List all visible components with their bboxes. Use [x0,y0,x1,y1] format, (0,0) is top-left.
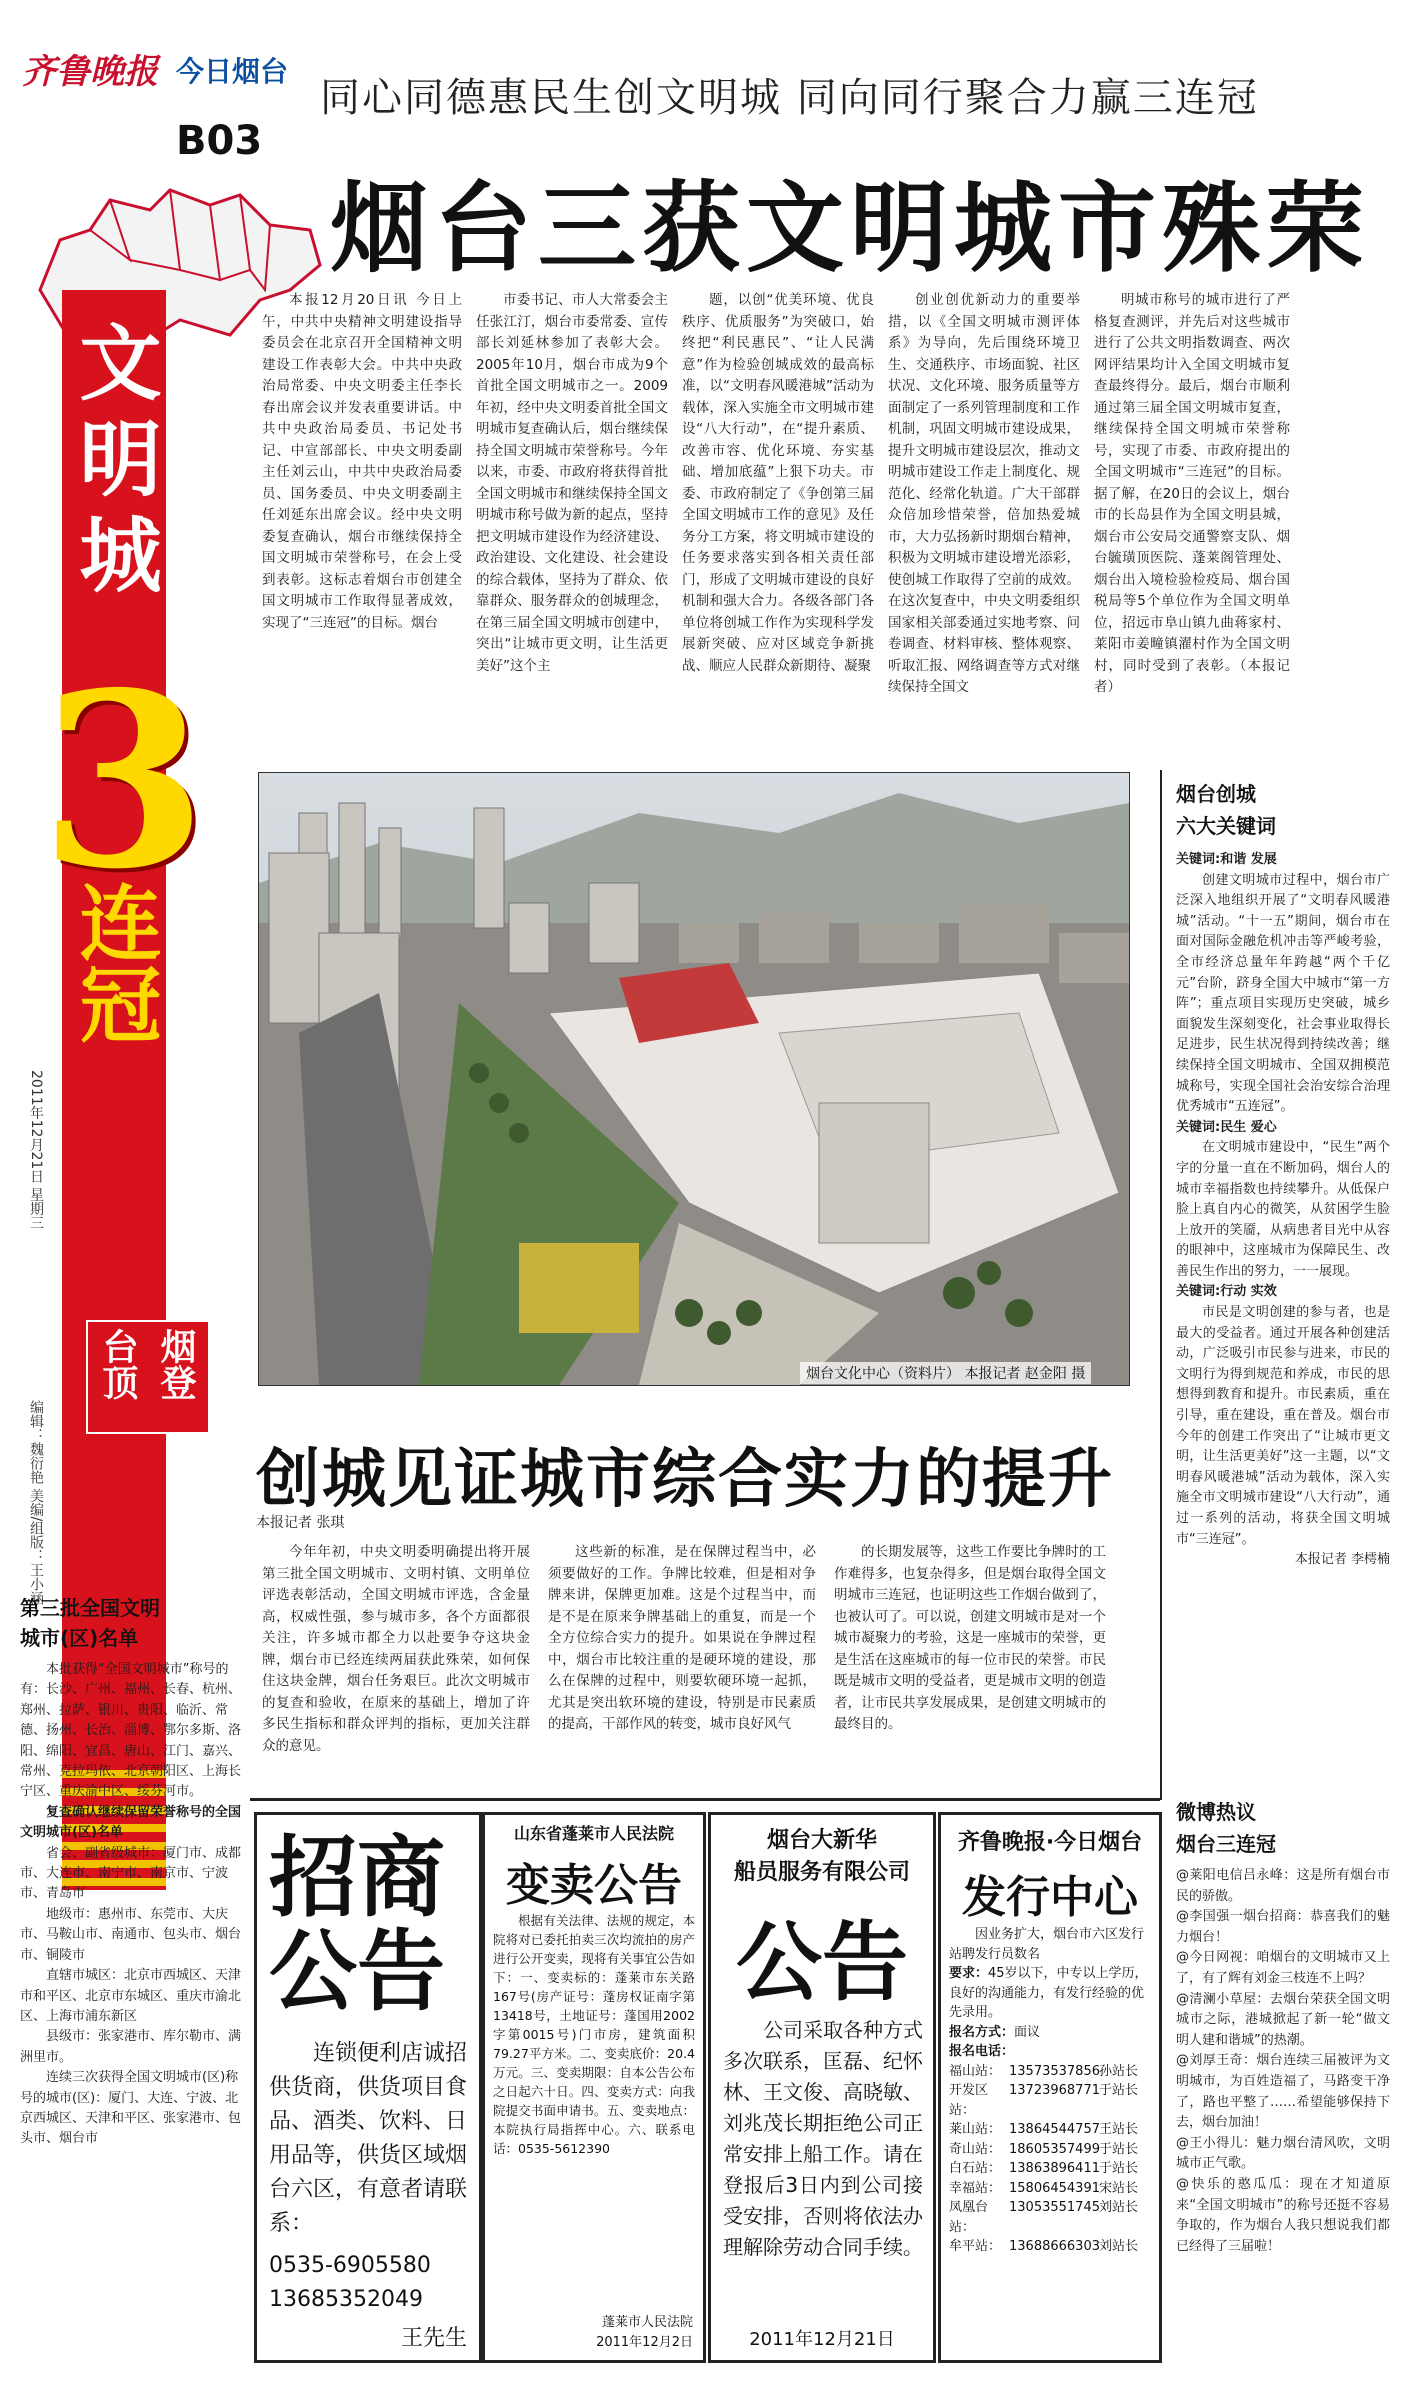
weibo-title-line2: 烟台三连冠 [1176,1832,1276,1856]
weibo-post: @莱阳电信吕永峰：这是所有烟台市民的骄傲。 [1176,1868,1390,1904]
band-title-vertical: 文明城 [66,320,162,608]
issue-date: 2011年12月21日 星期三 [28,1070,44,1230]
ad4-org: 齐鲁晚报·今日烟台 [957,1830,1143,1855]
city-list-body [20,1660,242,2360]
ad3-org-1: 烟台大新华 [766,1828,877,1853]
lead-article-column-4: 创业创优新动力的重要举措，以《全国文明城市测评体系》为导向，先后围绕环境卫生、交通秩序、市场面貌、社区状况、文化环境、服务质量等方面制定了一系列管理制度和工作机制，巩固文明城市建设成果，提升文明城市建设层次，推动文明城市建设工作走上制度化、规范化、经常化轨道。广大干部群众倍加珍惜荣誉，倍加热爱城市，大力弘扬新时期烟台精神，积极为文明城市建设增光添彩，使创城工作取得了空前的成效。在这次复查中，中央文明委组织国家相关部委通过实地考察、问卷调查、材料审核、整体观察、听取汇报、网络调查等方式对继续保持全国文 [888,292,1080,695]
city-list-group: 县级市：张家港市、库尔勒市、满洲里市。 [20,2029,242,2065]
editor-credit: 编辑：魏衍艳 美编/组版：王小涵 [28,1400,44,1606]
lead-article-column-5: 明城市称号的城市进行了严格复查测评，并先后对这些城市进行了公共文明指数调查、两次网评结果均计入全国文明城市复查最终得分。最后，烟台市顺利通过第三届全国文明城市复查，继续保持全国文明城市荣誉称号，实现了市委、市政府提出的全国文明城市“三连冠”的目标。据了解，在20日的会议上，烟台市的长岛县作为全国文明县城，烟台市公安局交通警察支队、烟台毓璜顶医院、蓬莱阁管理处、烟台出入境检验检疫局、烟台国税局等5个单位作为全国文明单位，招远市阜山镇九曲蒋家村、莱阳市姜疃镇濯村作为全国文明村，同时受到了表彰。（本报记者） [1094,292,1290,695]
station-row: 开发区站： 13723968771 于站长 [949,2083,1139,2118]
station-row: 奇山站： 18605357499 于站长 [949,2141,1139,2157]
keyword-3-text: 市民是文明创建的参与者，也是最大的受益者。通过开展各种创建活动，广泛吸引市民参与进来，市民的文明行为得到规范和养成，市民的思想得到教育和提升。市民素质，重在引导，重在建设，重在普及。烟台市今年的创建工作突出了“让城市更文明，让生活更美好”这一主题，以“文明春风暖港城”活动为载体，深入实施全市文明城市建设“八大行动”，通过一系列的活动，将获全国文明城市“三连冠”。 [1176,1305,1390,1547]
ad1-title-2: 公告 [269,1919,446,2023]
ad4-title: 发行中心 [962,1872,1138,1923]
ad2-footer-1: 蓬莱市人民法院 [601,2315,693,2330]
second-article-column-2: 这些新的标准，是在保牌过程当中，必须要做好的工作。争牌比较难，但是相对争牌来讲，保牌更加难。这是个过程当中，而是不是在原来争牌基础上的重复，而是一个全方位综合实力的提升。如果说在争牌过程中，烟台市比较注重的是硬环境的建设，那么在保牌的过程中，则要软硬环境一起抓，尤其是突出软环境的建设，特别是市民素质的提高，干部作风的转变，城市良好风气 [548,1544,816,1732]
station-row: 牟平站： 13688666303 刘站长 [949,2239,1139,2254]
keyword-1-label: 关键词:和谐 发展 [1176,852,1277,867]
second-article-column-1: 今年年初，中央文明委明确提出将开展第三批全国文明城市、文明村镇、文明单位评选表彰活动，全国文明城市评选，含金量高，权威性强，参与城市多，各个方面都很关注，许多城市都全力以赴要争夺这块金牌，烟台市已经连续两届获此殊荣，如何保住这块金牌，烟台任务艰巨。此次文明城市的复查和验收，在原来的基础上，增加了许多民生指标和群众评判的指标，更加关注群众的意见。 [262,1544,530,1754]
station-row: 白石站： 13863896411 于站长 [949,2161,1139,2176]
ad3-title: 公告 [736,1912,908,2013]
ad2-title: 变卖公告 [506,1860,682,1911]
ad-court-sale-notice [482,1812,706,2363]
ad1-title-1: 招商 [269,1825,446,1929]
ad4-method [949,2023,1151,2043]
ad4-tel-label: 报名电话： [949,2044,1015,2059]
ad3-org-2: 船员服务有限公司 [733,1860,910,1885]
keywords-reporter: 本报记者 李樗楠 [1294,1552,1390,1568]
city-list-title-line2: 城市(区)名单 [20,1626,139,1650]
lead-article-column-1: 本报12月20日讯 今日上午，中共中央精神文明建设指导委员会在北京召开全国精神文明建设工作表彰大会。中共中央政治局常委、中央文明委主任李长春出席会议并发表重要讲话。中共中央政治局委员、书记处书记、中宣部部长、中央文明委副主任刘云山，中共中央政治局委员、国务委员、中央文明委副主任刘延东出席会议。经中央文明委复查确认，烟台市继续保持全国文明城市荣誉称号，在会上受到表彰。这标志着烟台市创建全国文明城市工作取得显著成效，实现了“三连冠”的目标。烟台 [262,292,462,631]
ad4-intro: 因业务扩大，烟台市六区发行站聘发行员数名 [949,1927,1145,1962]
ad4-req-label: 要求： [949,1966,989,1981]
keyword-1-text: 创建文明城市过程中，烟台市广泛深入地组织开展了“文明春风暖港城”活动。“十一五”期间，烟台市在面对国际金融危机冲击等严峻考验，全市经济总量年年跨越“两个千亿元”台阶，跻身全国大中城市“第一方阵”；重点项目实现历史突破，城乡面貌发生深刻变化，社会事业取得长足进步，民生状况得到持续改善；继续保持全国文明城市、全国双拥模范城称号，实现全国社会治安综合治理优秀城市“五连冠”。 [1176,872,1390,1115]
second-article-column-3: 的长期发展等，这些工作要比争牌时的工作难得多，也复杂得多，但是烟台取得全国文明城市三连冠，也证明这些工作烟台做到了，也被认可了。可以说，创建文明城市是对一个城市凝聚力的考验，这是一座城市的荣誉，更是生活在这座城市的每一位市民的荣誉。市民既是城市文明的受益者，更是城市文明的创造者，让市民共享发展成果，是创建文明城市的最终目的。 [834,1544,1106,1732]
weibo-title-line1: 微博热议 [1176,1800,1256,1824]
ad2-footer-2: 2011年12月2日 [596,2335,693,2350]
city-list-group: 省会、副省级城市：厦门市、成都市、大连市、南宁市、南京市、宁波市、青岛市 [20,1845,242,1902]
ad2-org: 山东省蓬莱市人民法院 [513,1824,674,1843]
ad1-phone-1: 0535-6905580 [269,2253,431,2278]
photo-caption: 烟台文化中心（资料片） 本报记者 赵金阳 摄 [800,1362,1091,1384]
main-headline: 烟台三获文明城市殊荣 [330,171,1371,286]
badge-column-2: 台顶 [97,1328,138,1400]
ad4-requirements [949,1964,1151,2023]
ad1-contact: 王先生 [400,2326,467,2351]
page-number: B03 [176,118,263,164]
sidebar-divider [1160,770,1162,1800]
ad4-method-text: 面议 [1014,2024,1041,2040]
city-list-group: 地级市：惠州市、东莞市、大庆市、马鞍山市、南通市、包头市、烟台市、铜陵市 [20,1906,242,1963]
ads-top-rule [250,1798,1160,1801]
ad-shipping-company-notice [708,1812,936,2363]
big-number-three: 3 [40,640,207,922]
ad-distribution-center-recruit [938,1812,1162,2363]
station-row: 幸福站： 15806454391 宋站长 [949,2180,1139,2196]
newspaper-logo: 齐鲁晚报 [22,52,158,92]
station-row: 凤凰台站： 13053551745 刘站长 [949,2200,1139,2235]
keywords-title-line1: 烟台创城 [1176,782,1256,806]
weibo-post: @王小得儿：魅力烟台清风吹，文明城市正气歌。 [1176,2135,1390,2172]
ad2-body: 根据有关法律、法规的规定，本院将对已委托拍卖三次均流拍的房产进行公开变卖，现将有关事宜公告如下：一、变卖标的：蓬莱市东关路167号(房产证号：蓬房权证南字第13418号，土地证号：蓬国用2002字第0015号)门市房，建筑面积79.27平方米。二、变卖底价：20.4万元。三、变卖期限：自本公告公布之日起六十日。四、变卖方式：向我院提交书面申请书。五、变卖地点：本院执行局指挥中心。六、联系电话：0535-5612390 [493,1913,695,2156]
ad4-req-text: 45岁以下，中专以上学历，良好的沟通能力，有发行经验的优先录用。 [949,1966,1148,2020]
city-list-intro: 本批获得“全国文明城市”称号的有：长沙、广州、福州、长春、杭州、郑州、拉萨、银川、贵阳、临沂、常德、扬州、长治、淄博、鄂尔多斯、洛阳、绵阳、宜昌、唐山、江门、嘉兴、常州、克拉玛依、北京朝阳区、上海长宁区、重庆渝中区、绥芬河市。 [20,1662,242,1800]
weibo-post: @快乐的憨瓜瓜：现在才知道原来“全国文明城市”的称号还挺不容易争取的，作为烟台人我只想说我们都已经得了三届啦！ [1176,2176,1390,2254]
secondary-headline: 创城见证城市综合实力的提升 [256,1442,1114,1517]
ad1-body: 连锁便利店诚招供货商，供货项目食品、酒类、饮料、日用品等，供货区域烟台六区，有意者请联系： [269,2041,468,2236]
aerial-photo-illustration [259,773,1129,1385]
city-list-title-line1: 第三批全国文明 [20,1596,160,1620]
city-list-group: 直辖市城区：北京市西城区、天津市和平区、北京市东城区、重庆市渝北区、上海市浦东新区 [20,1968,242,2024]
city-list-subtitle: 复查确认继续保留荣誉称号的全国文明城市(区)名单 [20,1804,242,1841]
page-slogan: 同心同德惠民生创文明城 同向同行聚合力赢三连冠 [320,75,1259,121]
city-list-group: 连续三次获得全国文明城市(区)称号的城市(区)：厦门、大连、宁波、北京西城区、天津和平区、张家港市、包头市、烟台市 [20,2070,242,2147]
weibo-post: @清澜小草屋：去烟台荣获全国文明城市之际，港城掀起了新一轮“做文明人建和谐城”的热潮。 [1176,1991,1390,2048]
keyword-2-text: 在文明城市建设中，“民生”两个字的分量一直在不断加码，烟台人的城市幸福指数也持续攀升。从低保户脸上真自内心的微笑，从贫困学生脸上放开的笑靥，从病患者目光中从容的眼神中，这座城市为保障民生、改善民生作出的努力，一一展现。 [1176,1140,1390,1279]
keywords-body [1176,850,1390,1770]
ad3-date: 2011年12月21日 [749,2329,895,2350]
lead-article-column-3: 题，以创“优美环境、优良秩序、优质服务”为突破口，始终把“利民惠民”、“让人民满意”作为检验创城成效的最高标准，以“文明春风暖港城”活动为载体，深入实施全市文明城市建设“八大行动”，在“提升素质、改善市容、优化环境、夯实基础、增加底蕴”上狠下功夫。市委、市政府制定了《争创第三届全国文明城市工作的意见》及任务分工方案，将文明城市建设的任务要求落实到各相关责任部门，形成了文明城市建设的良好机制和强大合力。各级各部门各单位将创城工作作为实现科学发展新突破、应对区域竞争新挑战、顺应人民群众新期待、凝聚 [682,292,874,674]
ad1-phone-2: 13685352049 [269,2287,423,2312]
secondary-byline: 本报记者 张琪 [256,1515,345,1531]
weibo-post: @刘厚王奇：烟台连续三届被评为文明城市，为百姓造福了，马路变干净了，路也平整了……希望能够保持下去，烟台加油！ [1176,2053,1390,2131]
edition-name: 今日烟台 [176,55,289,88]
column-badge [86,1320,210,1434]
weibo-post: @李国强一烟台招商：恭喜我们的魅力烟台！ [1176,1909,1390,1945]
station-row: 福山站： 13573537856 孙站长 [949,2063,1139,2079]
band-subtitle: 连冠 [66,880,162,1044]
aerial-city-photo [258,772,1130,1386]
ad4-body [949,1925,1151,2257]
weibo-posts [1176,1866,1390,2366]
badge-column-1: 烟登 [155,1328,196,1400]
lead-article-column-2: 市委书记、市人大常委会主任张江汀，烟台市委常委、宣传部长刘延林参加了表彰大会。2005年10月，烟台市成为9个首批全国文明城市之一。2009年初，经中央文明委首批全国文明城市复查确认后，烟台继续保持全国文明城市荣誉称号。今年以来，市委、市政府将获得首批全国文明城市和继续保持全国文明城市称号做为新的起点，坚持把文明城市建设作为经济建设、政治建设、文化建设、社会建设的综合载体，坚持为了群众、依靠群众、服务群众的创城理念，在第三届全国文明城市创建中，突出“让城市更文明，让生活更美好”这个主 [476,292,668,674]
ad-investment-notice [254,1812,482,2363]
station-row: 莱山站： 13864544757 王站长 [949,2122,1139,2137]
weibo-post: @今日网视：咱烟台的文明城市又上了，有了辉有刘金三枝连不上吗？ [1176,1950,1390,1986]
keywords-title-line2: 六大关键词 [1176,814,1276,838]
keyword-2-label: 关键词:民生 爱心 [1176,1119,1277,1135]
keyword-3-label: 关键词:行动 实效 [1176,1284,1277,1300]
ad3-body: 公司采取各种方式多次联系，匡磊、纪怀林、王文俊、高晓敏、刘兆茂长期拒绝公司正常安排上船工作。请在登报后3日内到公司接受安排，否则将依法办理解除劳动合同手续。 [723,2018,923,2259]
ad4-method-label: 报名方式： [949,2024,1015,2040]
